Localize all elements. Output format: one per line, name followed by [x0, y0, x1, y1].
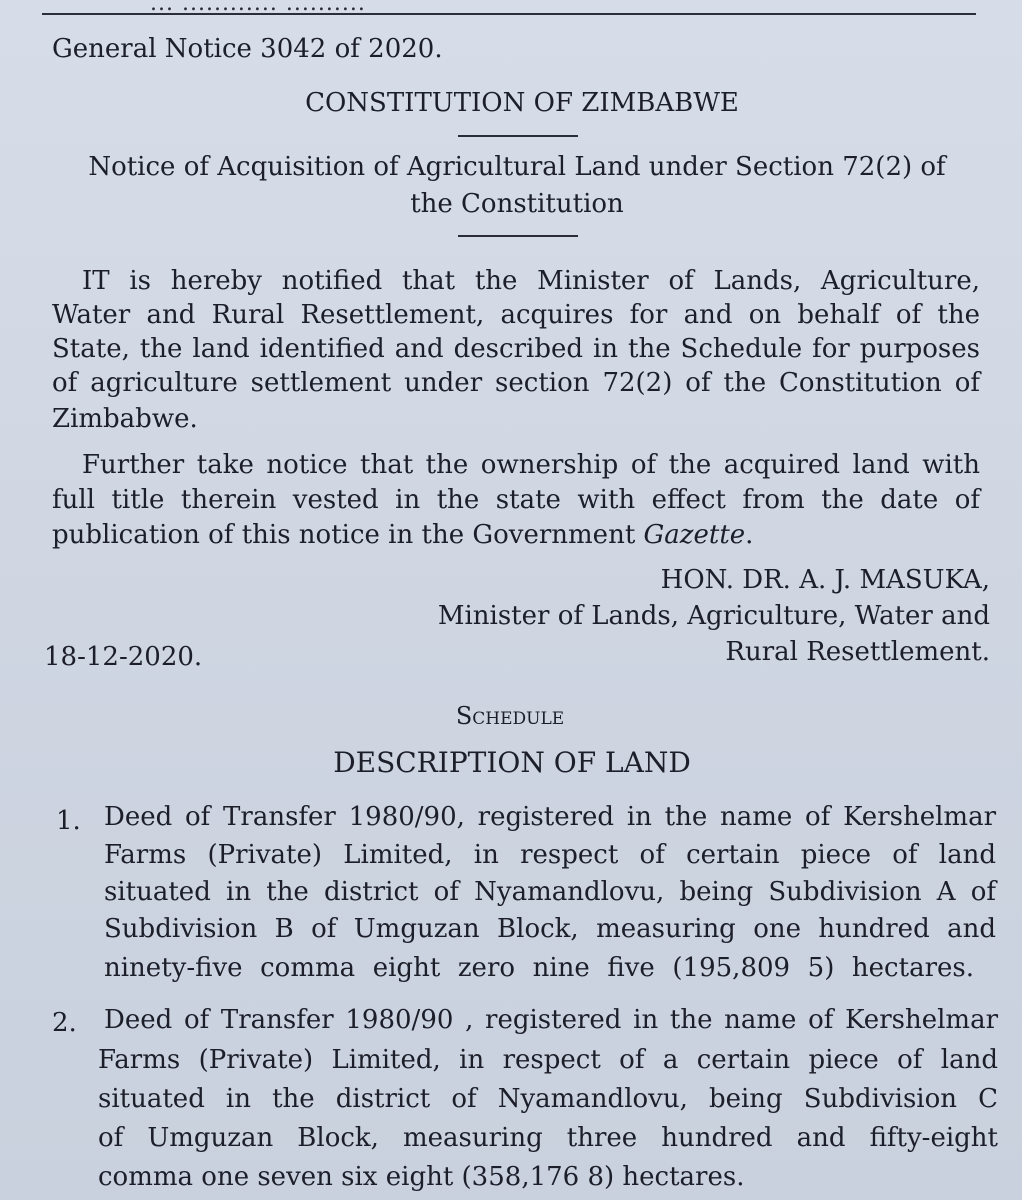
para1-line: Water and Rural Resettlement, acquires for and on behalf of the	[52, 300, 980, 330]
notice-number: General Notice 3042 of 2020.	[52, 34, 443, 64]
schedule-item-line: Farms (Private) Limited, in respect of certain piece of land	[104, 840, 996, 870]
para1-line: State, the land identified and described in the Schedule for purposes	[52, 334, 980, 364]
cut-off-text: ... ............ ..........	[150, 0, 366, 16]
para2-line: full title therein vested in the state with effect from the date of	[52, 485, 980, 515]
notice-date: 18-12-2020.	[44, 642, 203, 672]
schedule-heading: Schedule	[455, 702, 565, 730]
schedule-item-number: 2.	[52, 1008, 77, 1038]
signatory-title-line-2: Rural Resettlement.	[725, 637, 990, 667]
title-divider	[458, 235, 578, 237]
schedule-item-line: ninety-five comma eight zero nine five (195,809 5) hectares.	[104, 953, 974, 983]
para1-line: Zimbabwe.	[52, 404, 198, 434]
para1-line: of agriculture settlement under section 72(2) of the Constitution of	[52, 368, 980, 398]
signatory-name: HON. DR. A. J. MASUKA,	[660, 565, 990, 595]
para2-line: Further take notice that the ownership of the acquired land with	[82, 450, 980, 480]
para2-last-suffix: .	[745, 520, 754, 550]
para2-last-line	[52, 520, 980, 550]
notice-title-line-2: the Constitution	[410, 189, 624, 219]
schedule-item-line: Deed of Transfer 1980/90, registered in the name of Kershelmar	[104, 802, 996, 832]
signatory-title-line-1: Minister of Lands, Agriculture, Water and	[437, 601, 990, 631]
schedule-item-line: of Umguzan Block, measuring three hundred and fifty-eight	[98, 1123, 998, 1153]
schedule-item-line: Subdivision B of Umguzan Block, measuring one hundred and	[104, 914, 996, 944]
schedule-item-line: comma one seven six eight (358,176 8) hectares.	[98, 1162, 745, 1192]
gazette-italic: Gazette	[643, 520, 746, 550]
top-divider	[42, 13, 976, 15]
para2-last-prefix: publication of this notice in the Government	[52, 520, 644, 550]
constitution-title: CONSTITUTION OF ZIMBABWE	[305, 88, 739, 118]
schedule-item-number: 1.	[56, 806, 81, 836]
schedule-item-line: situated in the district of Nyamandlovu, being Subdivision A of	[104, 877, 996, 907]
schedule-item-line: Deed of Transfer 1980/90 , registered in the name of Kershelmar	[104, 1005, 998, 1035]
schedule-item-line: situated in the district of Nyamandlovu, being Subdivision C	[98, 1084, 998, 1114]
schedule-item-line: Farms (Private) Limited, in respect of a certain piece of land	[98, 1045, 998, 1075]
para1-line: IT is hereby notified that the Minister of Lands, Agriculture,	[82, 266, 980, 296]
title-divider	[458, 135, 578, 137]
schedule-subheading: DESCRIPTION OF LAND	[333, 746, 691, 779]
notice-title-line-1: Notice of Acquisition of Agricultural Land under Section 72(2) of	[88, 152, 946, 182]
